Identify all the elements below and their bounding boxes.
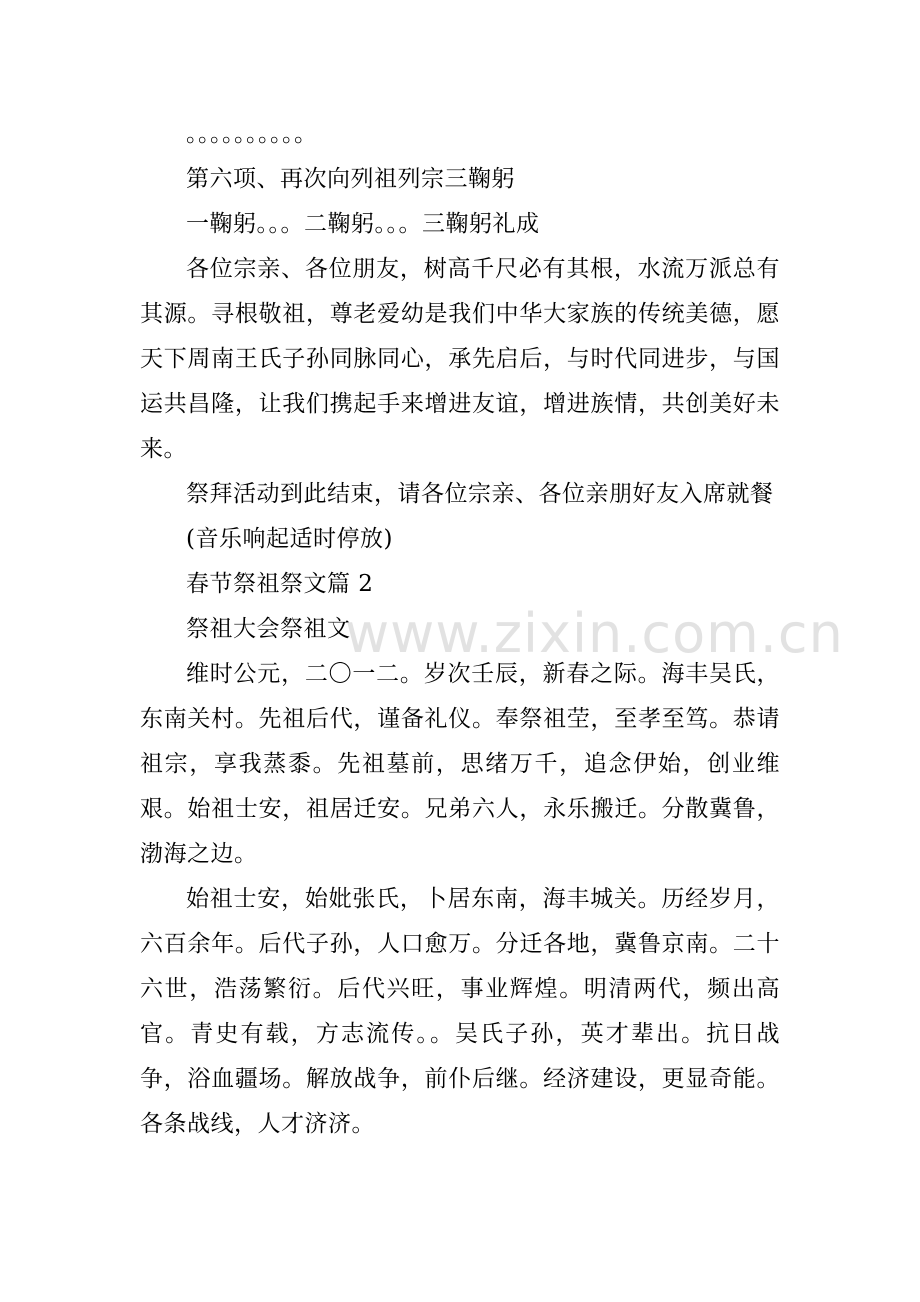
- article-title: 春节祭祖祭文篇 2: [186, 571, 374, 597]
- bow-sequence-line: 一鞠躬。。。二鞠躬。。。三鞠躬礼成: [186, 211, 540, 237]
- ceremony-end-line: 祭拜活动到此结束，请各位宗亲、各位亲朋好友入席就餐: [186, 481, 774, 507]
- step6-heading: 第六项、再次向列祖列宗三鞠躬: [186, 166, 515, 192]
- music-note-line: (音乐响起适时停放): [186, 526, 393, 552]
- site-watermark: www.zixin.com.cn: [345, 602, 844, 665]
- eulogy-paragraph-1: 维时公元，二〇一二。岁次壬辰，新春之际。海丰吴氏，东南关村。先祖后代，谨备礼仪。奉祭祖茔，至孝至笃。恭请祖宗，享我蒸黍。先祖墓前，思绪万千，追念伊始，创业维艰。始祖士安，祖居迁安。兄弟六人，永乐搬迁。分散冀鲁，渤海之边。: [140, 661, 780, 867]
- eulogy-paragraph-2: 始祖士安，始妣张氏，卜居东南，海丰城关。历经岁月，六百余年。后代子孙，人口愈万。分迁各地，冀鲁京南。二十六世，浩荡繁衍。后代兴旺，事业辉煌。明清两代，频出高官。青史有载，方志流传。。吴氏子孙，英才辈出。抗日战争，浴血疆场。解放战争，前仆后继。经济建设，更显奇能。各条战线，人才济济。: [140, 886, 780, 1137]
- ellipsis-dots-line: 。。。。。。。。。。: [186, 121, 318, 147]
- closing-paragraph: 各位宗亲、各位朋友，树高千尺必有其根，水流万派总有其源。寻根敬祖，尊老爱幼是我们中华大家族的传统美德，愿天下周南王氏子孙同脉同心，承先启后，与时代同进步，与国运共昌隆，让我们携起手来增进友谊，增进族情，共创美好未来。: [140, 256, 780, 462]
- article-subtitle: 祭祖大会祭祖文: [186, 616, 351, 642]
- document-body: [140, 112, 780, 1147]
